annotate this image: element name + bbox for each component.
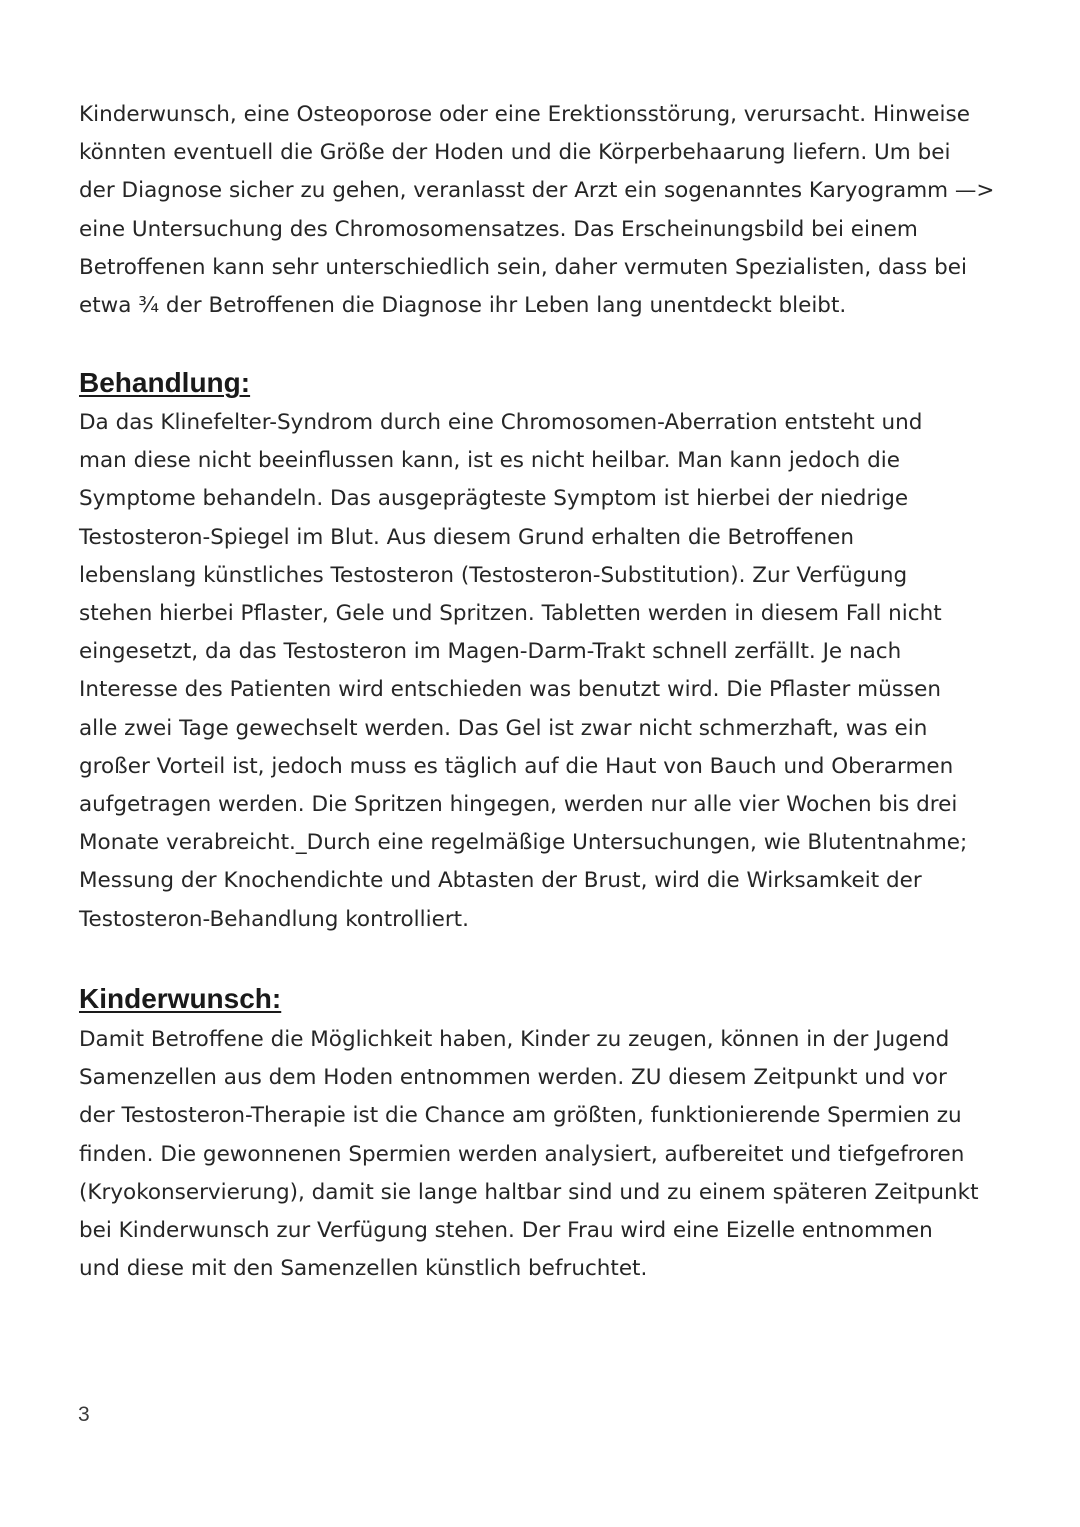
text-line: Interesse des Patienten wird entschieden was benutzt wird. Die Pflaster müssen [79,677,941,703]
text-line: alle zwei Tage gewechselt werden. Das Gel ist zwar nicht schmerzhaft, was ein [79,715,928,741]
text-line: Monate verabreicht._Durch eine regelmäßige Untersuchungen, wie Blutentnahme; [79,830,968,856]
text-line: Kinderwunsch, eine Osteoporose oder eine Erektionsstörung, verursacht. Hinweise [79,102,970,127]
text-line: Testosteron-Behandlung kontrolliert. [79,906,469,932]
text-line: der Testosteron-Therapie ist die Chance am größten, funktionierende Spermien zu [79,1103,962,1129]
text-line: Testosteron-Spiegel im Blut. Aus diesem Grund erhalten die Betroffenen [79,524,855,550]
intro-paragraph [79,96,994,325]
page-number: 3 [78,1403,90,1426]
text-line: großer Vorteil ist, jedoch muss es täglich auf die Haut von Bauch und Oberarmen [79,753,954,779]
text-line: und diese mit den Samenzellen künstlich befruchtet. [79,1256,648,1282]
behandlung-paragraph [79,404,967,939]
text-line: könnten eventuell die Größe der Hoden und die Körperbehaarung liefern. Um bei [79,140,951,166]
text-line: etwa ¾ der Betroffenen die Diagnose ihr Leben lang unentdeckt bleibt. [79,293,847,319]
text-line: eine Untersuchung des Chromosomensatzes. Das Erscheinungsbild bei einem [79,216,918,242]
text-line: bei Kinderwunsch zur Verfügung stehen. Der Frau wird eine Eizelle entnommen [79,1218,933,1244]
text-line: Betroffenen kann sehr unterschiedlich sein, daher vermuten Spezialisten, dass bei [79,254,967,280]
text-line: lebenslang künstliches Testosteron (Testosteron-Substitution). Zur Verfügung [79,562,908,588]
text-line: finden. Die gewonnenen Spermien werden analysiert, aufbereitet und tiefgefroren [79,1141,965,1167]
text-line: Messung der Knochendichte und Abtasten der Brust, wird die Wirksamkeit der [79,868,922,894]
text-line: man diese nicht beeinflussen kann, ist es nicht heilbar. Man kann jedoch die [79,448,900,474]
text-line: Damit Betroffene die Möglichkeit haben, Kinder zu zeugen, können in der Jugend [79,1027,950,1052]
text-line: eingesetzt, da das Testosteron im Magen-Darm-Trakt schnell zerfällt. Je nach [79,639,902,665]
text-line: (Kryokonservierung), damit sie lange haltbar sind und zu einem späteren Zeitpunkt [79,1179,979,1205]
text-line: Da das Klinefelter-Syndrom durch eine Chromosomen-Aberration entsteht und [79,410,923,435]
text-line: stehen hierbei Pflaster, Gele und Spritzen. Tabletten werden in diesem Fall nicht [79,601,942,627]
text-line: Samenzellen aus dem Hoden entnommen werden. ZU diesem Zeitpunkt und vor [79,1065,947,1091]
text-line: der Diagnose sicher zu gehen, veranlasst der Arzt ein sogenanntes Karyogramm —> [79,178,995,204]
section-heading-behandlung: Behandlung: [79,367,251,398]
kinderwunsch-paragraph [79,1021,979,1288]
text-line: aufgetragen werden. Die Spritzen hingegen, werden nur alle vier Wochen bis drei [79,792,958,818]
text-line: Symptome behandeln. Das ausgeprägteste Symptom ist hierbei der niedrige [79,486,909,512]
section-heading-kinderwunsch: Kinderwunsch: [79,983,282,1014]
